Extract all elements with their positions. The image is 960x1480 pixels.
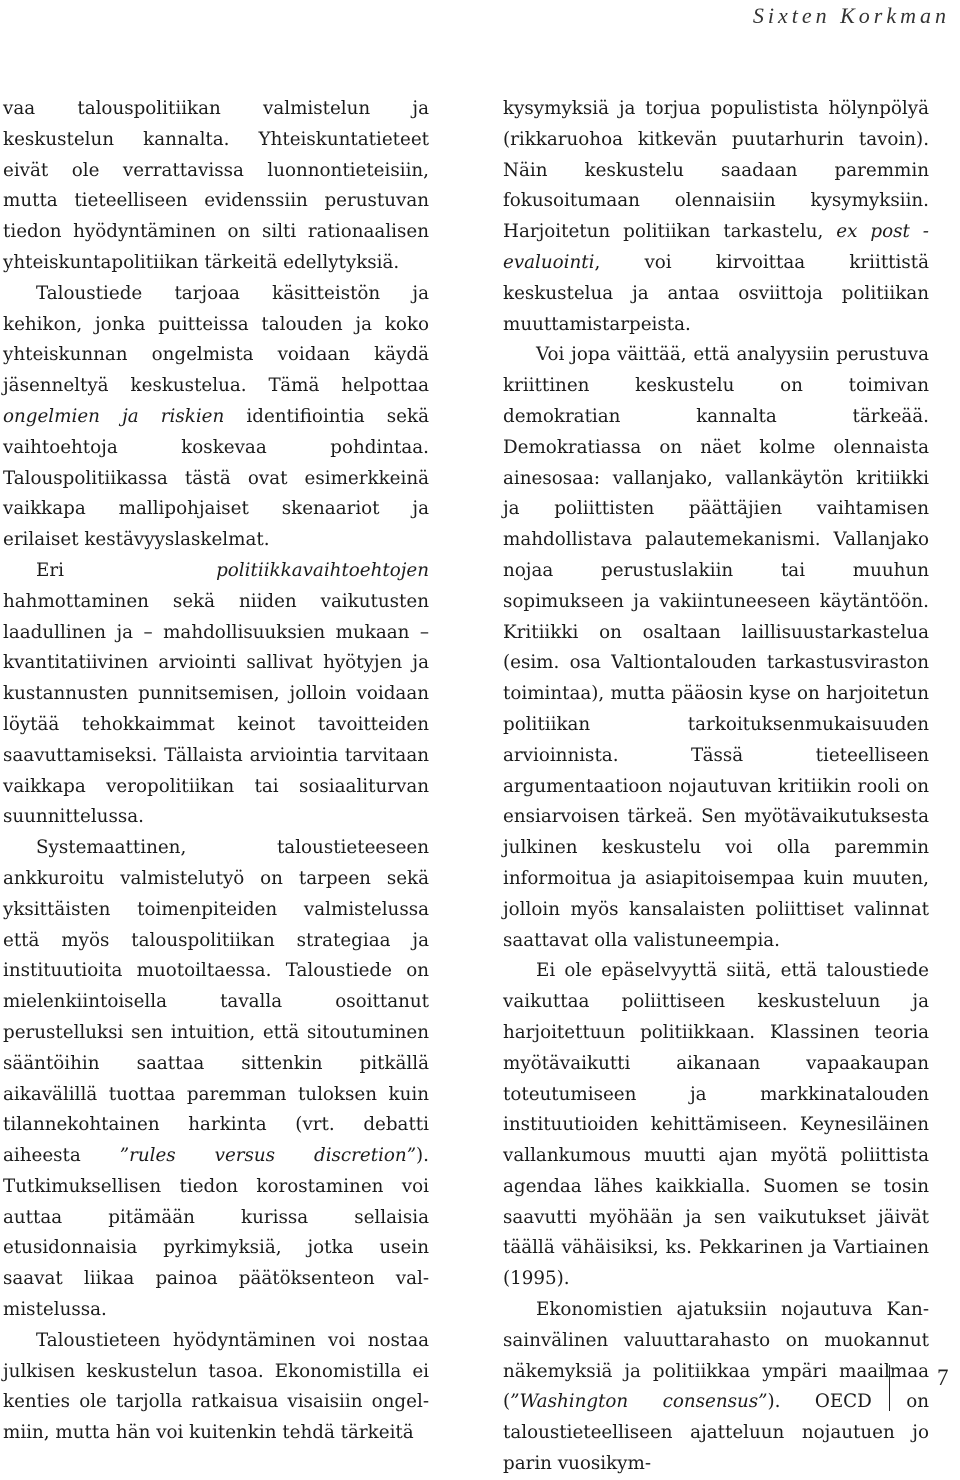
paragraph: Taloustieteen hyödyntäminen voi nostaa julkisen keskustelun tasoa. Ekonomistilla ei kenties ole tarjolla ratkaisua visaisiin ongelmiin, mutta hän voi kuitenkin tehdä tärkeitä [3,1329,429,1444]
paragraph: vaa talouspolitiikan valmistelun ja keskustelun kannalta. Yhteiskuntatieteet eivät ole verrattavissa luonnontieteisiin, mutta tieteelliseen evidenssiin perustuvan tiedon hyödyntäminen on silti rationaalisen yhteiskuntapolitiikan tärkeitä edellytyksiä. [3,98,429,273]
emphasis: ex post -evaluointi [503,221,929,273]
footer-divider [889,1365,890,1411]
page-number: 7 [937,1365,949,1390]
paragraph: kysymyksiä ja torjua populistista hölynpölyä (rikkaruohoa kitkevän puutarhurin tavoin). Näin keskustelu saadaan paremmin fokusoitumaan olennaisiin kysymyksiin. Harjoitetun politiikan tarkastelu, ex post -evaluointi, voi kirvoittaa kriittistä keskustelua ja antaa osviittoja politiikan muuttamistarpeista. [503,98,929,335]
paragraph: Voi jopa väittää, että analyysiin perustuva kriittinen keskustelu on toimivan demokratian kannalta tärkeää. Demokratiassa on näet kolme olennaista ainesosaa: vallanjako, vallankäytön kritiikki ja poliittisten päättäjien vaihtamisen mahdollistava palautemekanismi. Vallanjako nojaa perustuslakiin tai muuhun sopimukseen ja vakiintuneeseen käytäntöön. Kritiikki on osaltaan laillisuustarkastelua (esim. osa Valtiontalouden tarkastusviraston toimintaa), mutta pääosin kyse on harjoitetun politiikan tarkoituksenmukaisuuden arvioinnista. Tässä tieteelliseen argumentaatioon nojautuvan kritiikin rooli on ensiarvoisen tärkeä. Sen myötävaikutuksesta julkinen keskustelu voi olla paremmin informoitua ja asiapitoisempaa kuin muuten, jolloin myös kansalaisten poliittiset valinnat saattavat olla valistuneempia. [503,344,929,951]
paragraph: Taloustiede tarjoaa käsitteistön ja kehikon, jonka puitteissa talouden ja koko yhteiskunnan ongelmista voidaan käydä jäsenneltyä keskustelua. Tämä helpottaa ongelmien ja riskien identifiointia sekä vaihtoehtoja koskevaa pohdintaa. Talouspolitiikassa tästä ovat esimerkkeinä vaikkapa mallipohjaiset skenaariot ja erilaiset kestävyyslaskelmat. [3,282,429,551]
emphasis: ”rules versus discretion” [119,1145,417,1167]
running-header-author: Sixten Korkman [752,3,950,28]
emphasis: politiikkavaihtoehtojen [216,559,429,581]
paragraph: Eri politiikkavaihtoehtojen hahmottaminen sekä niiden vaikutusten laadullinen ja – mahdollisuuksien mukaan – kvantitatiivinen arviointi sallivat hyötyjen ja kustannusten punnitsemisen, jolloin voidaan löytää tehokkaimmat keinot tavoitteiden saavuttamiseksi. Tällaista arviointia tarvitaan vaikkapa veropolitiikan tai sosiaaliturvan suunnittelussa. [3,559,429,828]
paragraph: Systemaattinen, taloustieteeseen ankkuroitu valmistelutyö on tarpeen sekä yksittäisten toimenpiteiden valmistelussa että myös talouspolitiikan strategiaa ja instituutioita muotoiltaessa. Taloustiede on mielenkiintoisella tavalla osoittanut perustelluksi sen intuition, että sitoutuminen sääntöihin saattaa sittenkin pitkällä aikavälillä tuottaa paremman tuloksen kuin tilannekohtainen harkinta (vrt. debatti aiheesta ”rules versus discretion”). Tutkimuksellisen tiedon korostaminen voi auttaa pitämään kurissa sellaisia etusidonnaisia pyrkimyksiä, jotka usein saavat liikaa painoa päätöksenteon valmistelussa. [3,837,429,1321]
paragraph: Ei ole epäselvyyttä siitä, että taloustiede vaikuttaa poliittiseen keskusteluun ja harjoitettuun politiikkaan. Klassinen teoria myötävaikutti aikanaan vapaakaupan toteutumiseen ja markkinatalouden instituutioiden kehittämiseen. Keynesiläinen vallankumous muutti ajan myötä poliittista agendaa lähes kaikkialla. Suomen se tosin saavutti myöhään ja sen vaikutukset jäivät täällä vähäisiksi, ks. Pekkarinen ja Vartiainen (1995). [503,960,929,1290]
right-column [503,94,929,1480]
left-column [3,94,429,1449]
paragraph: Ekonomistien ajatuksiin nojautuva Kansainvälinen valuuttarahasto on muokannut näkemyksiä ja politiikkaa ympäri maailmaa (”Washington consensus”). OECD on taloustieteelliseen ajatteluun nojautuen jo parin vuosikym- [503,1299,929,1475]
emphasis: ”Washington consensus” [510,1391,768,1413]
emphasis: ongelmien ja riskien [3,405,225,427]
